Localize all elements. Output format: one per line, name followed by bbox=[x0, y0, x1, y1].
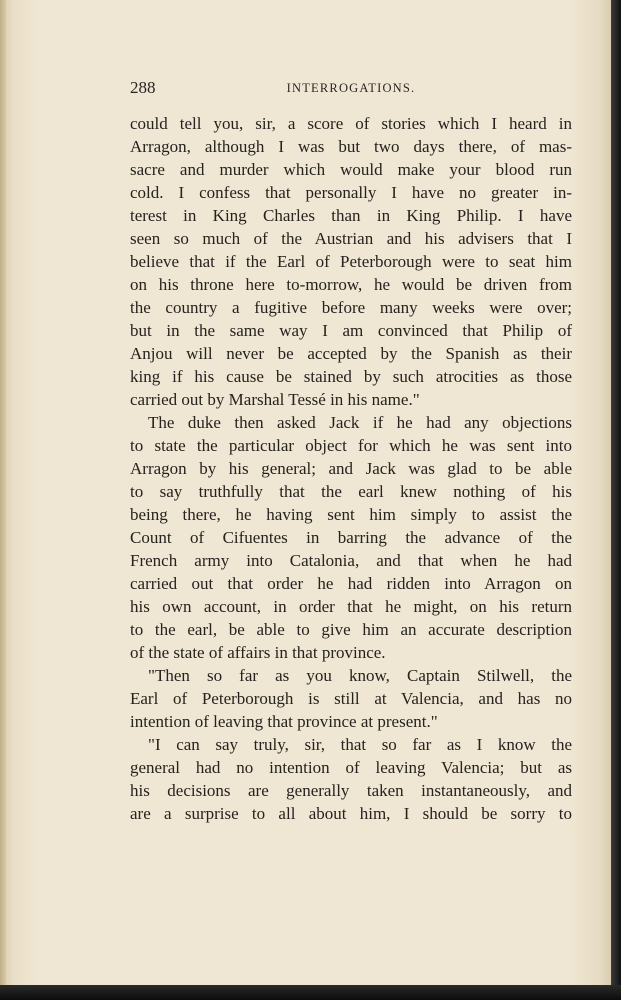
text-line: the country a fugitive before many weeks were over; bbox=[130, 298, 572, 317]
text-line: on his throne here to-morrow, he would be driven from bbox=[130, 275, 572, 294]
text-line: king if his cause be stained by such atrocities as those bbox=[130, 367, 572, 386]
text-line: his own account, in order that he might, on his return bbox=[130, 597, 572, 616]
text-line: to state the particular object for which he was sent into bbox=[130, 436, 572, 455]
text-line: intention of leaving that province at present." bbox=[130, 712, 438, 731]
text-line: "Then so far as you know, Captain Stilwell, the bbox=[148, 666, 572, 685]
text-line: Earl of Peterborough is still at Valencia, and has no bbox=[130, 689, 572, 708]
page-edge-shadow bbox=[611, 0, 621, 1000]
text-line: to the earl, be able to give him an accurate description bbox=[130, 620, 572, 639]
text-line: seen so much of the Austrian and his advisers that I bbox=[130, 229, 572, 248]
text-line: Count of Cifuentes in barring the advance of the bbox=[130, 528, 572, 547]
text-line: The duke then asked Jack if he had any objections bbox=[148, 413, 572, 432]
text-line: cold. I confess that personally I have no greater in- bbox=[130, 183, 572, 202]
text-line: to say truthfully that the earl knew nothing of his bbox=[130, 482, 572, 501]
text-line: "I can say truly, sir, that so far as I know the bbox=[148, 735, 572, 754]
text-line: terest in King Charles than in King Philip. I have bbox=[130, 206, 572, 225]
text-line: could tell you, sir, a score of stories which I heard in bbox=[130, 114, 572, 133]
text-line: Arragon, although I was but two days there, of mas- bbox=[130, 137, 572, 156]
page-bottom-shadow bbox=[0, 985, 621, 1000]
text-line: are a surprise to all about him, I should be sorry to bbox=[130, 804, 572, 823]
text-line: but in the same way I am convinced that Philip of bbox=[130, 321, 572, 340]
page-header bbox=[130, 78, 572, 100]
page-gutter bbox=[0, 0, 6, 985]
running-title: INTERROGATIONS. bbox=[286, 81, 416, 95]
text-line: Anjou will never be accepted by the Spanish as their bbox=[130, 344, 572, 363]
text-line: general had no intention of leaving Valencia; but as bbox=[130, 758, 572, 777]
text-line: being there, he having sent him simply to assist the bbox=[130, 505, 572, 524]
text-line: believe that if the Earl of Peterborough were to seat him bbox=[130, 252, 572, 271]
text-line: carried out by Marshal Tessé in his name." bbox=[130, 390, 420, 409]
text-line: of the state of affairs in that province. bbox=[130, 643, 386, 662]
text-line: French army into Catalonia, and that when he had bbox=[130, 551, 572, 570]
text-line: his decisions are generally taken instantaneously, and bbox=[130, 781, 572, 800]
body-text bbox=[130, 112, 572, 825]
text-line: carried out that order he had ridden into Arragon on bbox=[130, 574, 572, 593]
text-line: sacre and murder which would make your blood run bbox=[130, 160, 572, 179]
page-number: 288 bbox=[130, 78, 156, 97]
text-line: Arragon by his general; and Jack was glad to be able bbox=[130, 459, 572, 478]
